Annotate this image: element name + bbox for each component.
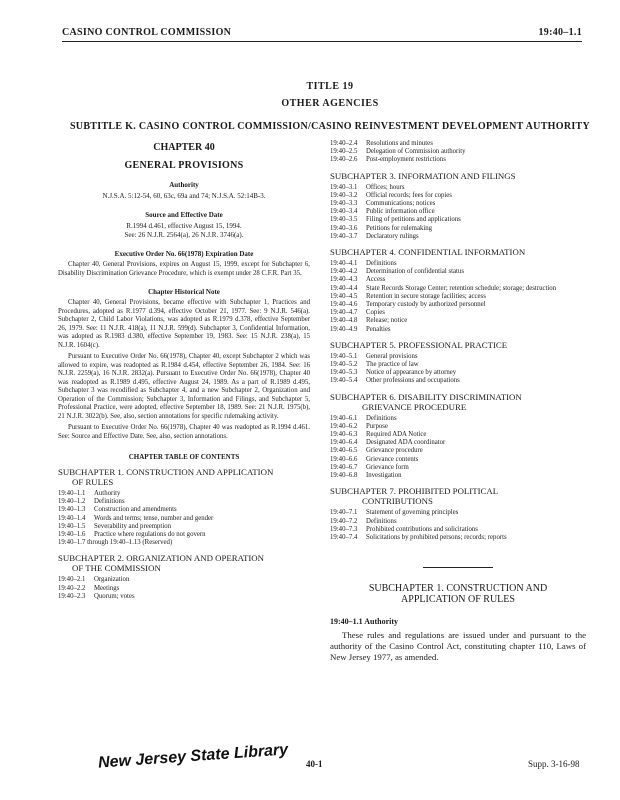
- toc-entry: [330, 509, 586, 517]
- toc-entry-number: 19:40–5.3: [330, 369, 358, 377]
- toc-entry: [330, 200, 586, 208]
- toc-entry-title: Statement of governing principles: [366, 509, 459, 517]
- toc-entry-title: Investigation: [366, 472, 402, 480]
- toc-entry-title: Definitions: [366, 414, 397, 422]
- toc-entry-title: Access: [366, 276, 386, 284]
- toc-entry: [330, 208, 586, 216]
- toc-entry: [330, 326, 586, 334]
- toc-entry-number: 19:40–1.1: [58, 490, 86, 497]
- subchapter-heading: SUBCHAPTER 4. CONFIDENTIAL INFORMATION: [330, 247, 526, 258]
- toc-entry-number: 19:40–6.3: [330, 431, 358, 439]
- chapter-number: CHAPTER 40: [153, 142, 215, 153]
- toc-entry-number: 19:40–4.5: [330, 292, 358, 300]
- toc-entry: [330, 301, 586, 309]
- toc-entry: [330, 309, 586, 317]
- toc-entry-number: 19:40–1.5: [58, 522, 86, 530]
- toc-entry-number: 19:40–4.1: [330, 260, 358, 268]
- toc-list: [58, 576, 310, 601]
- toc-entry-title: Organization: [94, 576, 130, 584]
- toc-entry-number: 19:40–6.1: [330, 414, 358, 422]
- toc-entry-number: 19:40–4.3: [330, 276, 358, 284]
- subchapter-heading: GRIEVANCE PROCEDURE: [362, 401, 467, 412]
- toc-entry-title: Release; notice: [366, 317, 408, 325]
- toc-entry-number: 19:40–4.8: [330, 317, 358, 325]
- toc-list: [330, 509, 586, 542]
- subchapter-heading: OF THE COMMISSION: [72, 563, 161, 574]
- toc-entry: [330, 156, 586, 164]
- section-heading: 19:40–1.1 Authority: [330, 617, 398, 627]
- toc-entry-number: 19:40–6.5: [330, 447, 358, 455]
- toc-entry: [58, 506, 310, 514]
- source-heading: Source and Effective Date: [145, 211, 223, 219]
- toc-entry-title: Delegation of Commission authority: [366, 148, 466, 156]
- toc-entry: [330, 317, 586, 325]
- toc-entry-number: 19:40–2.5: [330, 148, 358, 156]
- toc-entry-number: 19:40–3.6: [330, 224, 358, 232]
- title-number: TITLE 19: [306, 81, 354, 92]
- toc-entry: [330, 518, 586, 526]
- running-header: [62, 27, 582, 42]
- source-line: R.1994 d.461, effective August 15, 1994.: [126, 222, 242, 230]
- toc-entry: [330, 268, 586, 276]
- toc-entry: [330, 369, 586, 377]
- supplement-date: Supp. 3-16-98: [528, 759, 580, 769]
- subchapter-heading: SUBCHAPTER 2. ORGANIZATION AND OPERATION: [58, 553, 264, 564]
- toc-entry-number: 19:40–2.1: [58, 576, 86, 584]
- toc-entry-title: Petitions for rulemaking: [366, 224, 433, 232]
- header-agency: CASINO CONTROL COMMISSION: [62, 27, 232, 38]
- toc-entry: [330, 140, 586, 148]
- header-section: 19:40–1.1: [538, 27, 582, 38]
- toc-entry-title: Prohibited contributions and solicitations: [366, 525, 478, 533]
- toc-entry-number: 19:40–3.7: [330, 232, 358, 240]
- toc-entry: [330, 526, 586, 534]
- toc-entry-title: The practice of law: [366, 361, 419, 369]
- toc-entry-title: General provisions: [366, 352, 418, 360]
- divider-rule: [423, 567, 493, 568]
- toc-list: [58, 490, 310, 539]
- toc-entry: [330, 293, 586, 301]
- historical-note-paragraph: Chapter 40, General Provisions, became effective with Subchapter 1, Practices and Procedures, adopted as R.1977 d.394, effective October 21, 1977. See: 9 N.J.R. 546(a). Subchapter 2, Child Labor Violations, was adopted as R.1979 d.378, effective September 26, 1979. See: 11 N.J.R. 418(a), 11 N.J.R. 599(d). Subchapter 3, Confidential Information, was adopted as R.1983 d.380, effective September 19, 1983. See: 15 N.J.R. 238(a), 15 N.J.R. 1604(c).: [58, 299, 310, 349]
- toc-entry: [58, 576, 310, 584]
- toc-entry-number: 19:40–6.7: [330, 463, 358, 471]
- toc-entry: [330, 225, 586, 233]
- toc-entry-title: Grievance form: [366, 463, 409, 471]
- subchapter-heading: SUBCHAPTER 3. INFORMATION AND FILINGS: [330, 170, 516, 181]
- toc-entry-title: Penalties: [366, 325, 391, 333]
- toc-entry: [58, 531, 310, 539]
- toc-entry-number: 19:40–4.4: [330, 284, 358, 292]
- toc-entry: [330, 216, 586, 224]
- left-column: [58, 138, 310, 601]
- subchapter-heading: CONTRIBUTIONS: [362, 496, 433, 507]
- toc-entry-number: 19:40–5.1: [330, 352, 358, 360]
- toc-entry-title: Declaratory rulings: [366, 232, 419, 240]
- toc-entry-number: 19:40–5.4: [330, 377, 358, 385]
- toc-entry: [330, 184, 586, 192]
- toc-entry: [330, 447, 586, 455]
- toc-entry-number: 19:40–3.5: [330, 216, 358, 224]
- toc-entry-title: Public information office: [366, 208, 435, 216]
- toc-entry-number: 19:40–6.8: [330, 472, 358, 480]
- toc-entry: [330, 423, 586, 431]
- toc-entry-number: 19:40–4.7: [330, 309, 358, 317]
- toc-entry-title: Definitions: [366, 517, 397, 525]
- toc-entry-title: Quorum; votes: [94, 592, 135, 600]
- toc-entry: [330, 377, 586, 385]
- toc-entry-number: 19:40–1.4: [58, 514, 86, 522]
- toc-entry-title: Determination of confidential status: [366, 268, 464, 276]
- library-stamp: New Jersey State Library: [97, 741, 289, 772]
- historical-note-paragraph: Pursuant to Executive Order No. 66(1978), Chapter 40, except Subchapter 2 which was allowed to expire, was readopted as R.1984 d.454, effective September 26, 1984. See: 16 N.J.R. 2259(a), 16 N.J.R. 2832(a). Pursuant to Executive Order No. 66(1978), Chapter 40 was readopted as R.1989 d.495, effective August 24, 1989. As a part of R.1989 d.495, Subchapter 3 was recodified as Subchapter 4, and a new Subchapter 2, Organization and Operation of the Commission; Subchapter 3, Information and Filings, and Subchapter 5, Professional Practice, were adopted, effective September 18, 1989. See: 21 N.J.R. 1975(b), 21 N.J.R. 3022(b). See, also, section annotations for specific rulemaking activity.: [58, 353, 310, 420]
- toc-entry: [330, 439, 586, 447]
- toc-entry: [58, 515, 310, 523]
- chapter-title: GENERAL PROVISIONS: [124, 160, 244, 171]
- toc-entry-title: Definitions: [366, 260, 397, 268]
- toc-entry: [330, 233, 586, 241]
- toc-entry: [330, 415, 586, 423]
- toc-entry-title: Authority: [94, 490, 121, 497]
- toc-entry-title: Filing of petitions and applications: [366, 216, 461, 224]
- authority-text: N.J.S.A. 5:12-54, 60, 63c, 69a and 74; N.J.S.A. 52:14B-3.: [102, 192, 266, 200]
- toc-entry: [330, 464, 586, 472]
- toc-entry-number: 19:40–4.6: [330, 301, 358, 309]
- toc-entry-number: 19:40–6.4: [330, 439, 358, 447]
- toc-entry-number: 19:40–2.2: [58, 584, 86, 592]
- toc-entry-title: Words and terms; tense, number and gender: [94, 514, 214, 522]
- toc-entry-number: 19:40–3.1: [330, 183, 358, 191]
- toc-list: [330, 415, 586, 481]
- toc-entry-number: 19:40–7.2: [330, 517, 358, 525]
- toc-entry: [58, 585, 310, 593]
- authority-heading: Authority: [169, 181, 199, 189]
- toc-entry-number: 19:40–6.2: [330, 422, 358, 430]
- toc-entry: [58, 498, 310, 506]
- toc-entry-number: 19:40–2.4: [330, 140, 358, 147]
- toc-entry-number: 19:40–3.3: [330, 200, 358, 208]
- right-column: [330, 138, 586, 663]
- subtitle: SUBTITLE K. CASINO CONTROL COMMISSION/CASINO REINVESTMENT DEVELOPMENT AUTHORITY: [69, 121, 591, 132]
- toc-entry-title: Solicitations by prohibited persons; records; reports: [366, 533, 507, 541]
- toc-entry-title: Purpose: [366, 422, 388, 430]
- toc-entry-title: Severability and preemption: [94, 522, 172, 530]
- toc-entry: [58, 523, 310, 531]
- toc-entry: [330, 276, 586, 284]
- toc-list: [330, 353, 586, 386]
- section-text: These rules and regulations are issued under and pursuant to the authority of the Casino Control Act, constituting chapter 110, Laws of New Jersey 1977, as amended.: [330, 630, 586, 663]
- toc-entry-number: 19:40–1.3: [58, 506, 86, 514]
- toc-entry-number: 19:40–2.3: [58, 592, 86, 600]
- subchapter-heading: OF RULES: [72, 477, 114, 487]
- toc-entry: [330, 472, 586, 480]
- toc-entry-title: Practice where regulations do not govern: [94, 531, 206, 539]
- toc-entry-title: Official records; fees for copies: [366, 191, 452, 199]
- toc-entry: [330, 534, 586, 542]
- toc-entry: [330, 192, 586, 200]
- toc-entry-title: Post-employment restrictions: [366, 156, 446, 164]
- toc-entry-title: Other professions and occupations: [366, 377, 460, 385]
- toc-list: [330, 260, 586, 334]
- toc-entry: [330, 431, 586, 439]
- toc-entry-number: 19:40–6.6: [330, 455, 358, 463]
- toc-entry-number: 19:40–7.1: [330, 509, 358, 517]
- toc-entry-number: 19:40–3.4: [330, 208, 358, 216]
- toc-entry-title: Temporary custody by authorized personnel: [366, 301, 486, 309]
- toc-entry-title: Copies: [366, 309, 385, 317]
- title-name: OTHER AGENCIES: [281, 98, 379, 109]
- subchapter-heading: SUBCHAPTER 1. CONSTRUCTION AND APPLICATION: [58, 467, 274, 477]
- toc-entry-title: Resolutions and minutes: [366, 140, 433, 147]
- toc-entry: [330, 148, 586, 156]
- toc-entry-number: 19:40–4.2: [330, 268, 358, 276]
- toc-entry: [330, 456, 586, 464]
- executive-order-heading: Executive Order No. 66(1978) Expiration Date: [114, 250, 254, 258]
- toc-entry-number: 19:40–7.3: [330, 525, 358, 533]
- toc-entry-number: 19:40–4.9: [330, 325, 358, 333]
- toc-entry: [330, 285, 586, 293]
- toc-entry-title: Grievance procedure: [366, 447, 423, 455]
- source-line: See: 26 N.J.R. 2564(a), 26 N.J.R. 3746(a).: [124, 231, 244, 239]
- toc-entry-title: State Records Storage Center; retention schedule; storage; destruction: [366, 284, 557, 292]
- toc-entry-title: Construction and amendments: [94, 506, 177, 514]
- toc-entry-title: Required ADA Notice: [366, 431, 427, 439]
- toc-entry-title: Grievance contents: [366, 455, 419, 463]
- toc-list: [330, 184, 586, 241]
- toc-entry-title: Retention in secure storage facilities; access: [366, 292, 486, 300]
- historical-note-heading: Chapter Historical Note: [148, 288, 220, 296]
- toc-entry: [330, 353, 586, 361]
- toc-entry-title: Definitions: [94, 498, 125, 506]
- historical-note-paragraph: Pursuant to Executive Order No. 66(1978), Chapter 40 was readopted as R.1994 d.461. See: Source and Effective Date. See, also, section annotations.: [58, 424, 310, 440]
- toc-entry-title: Meetings: [94, 584, 120, 592]
- toc-entry-number: 19:40–7.4: [330, 533, 358, 541]
- toc-entry: [58, 490, 310, 498]
- subchapter-heading: SUBCHAPTER 6. DISABILITY DISCRIMINATION: [330, 391, 522, 402]
- toc-entry-number: 19:40–1.6: [58, 531, 86, 539]
- toc-entry: [58, 593, 310, 601]
- subchapter-heading: SUBCHAPTER 7. PROHIBITED POLITICAL: [330, 486, 499, 497]
- body-subchapter-heading: APPLICATION OF RULES: [401, 594, 515, 606]
- toc-entry-title: Designated ADA coordinator: [366, 439, 446, 447]
- page-number: 40-1: [306, 759, 323, 769]
- toc-entry-number: 19:40–3.2: [330, 191, 358, 199]
- toc-entry: [330, 260, 586, 268]
- toc-list: [330, 140, 586, 165]
- toc-entry-number: 19:40–1.2: [58, 498, 86, 506]
- executive-order-text: Chapter 40, General Provisions, expires on August 15, 1999, except for Subchapter 6, Disability Discrimination Grievance Procedure, which is exempt under 28 C.F.R. Part 35.: [58, 261, 310, 277]
- toc-entry-title: Communications; notices: [366, 200, 436, 208]
- toc-entry-title: Offices; hours: [366, 183, 405, 191]
- toc-entry-number: 19:40–2.6: [330, 156, 358, 164]
- body-subchapter-heading: SUBCHAPTER 1. CONSTRUCTION AND: [368, 583, 548, 595]
- toc-entry-title: Notice of appearance by attorney: [366, 369, 457, 377]
- toc-entry: [330, 361, 586, 369]
- subchapter-heading: SUBCHAPTER 5. PROFESSIONAL PRACTICE: [330, 339, 508, 350]
- toc-heading: CHAPTER TABLE OF CONTENTS: [128, 453, 240, 461]
- toc-entry-number: 19:40–5.2: [330, 361, 358, 369]
- toc-reserved: 19:40–1.7 through 19:40–1.13 (Reserved): [58, 539, 173, 547]
